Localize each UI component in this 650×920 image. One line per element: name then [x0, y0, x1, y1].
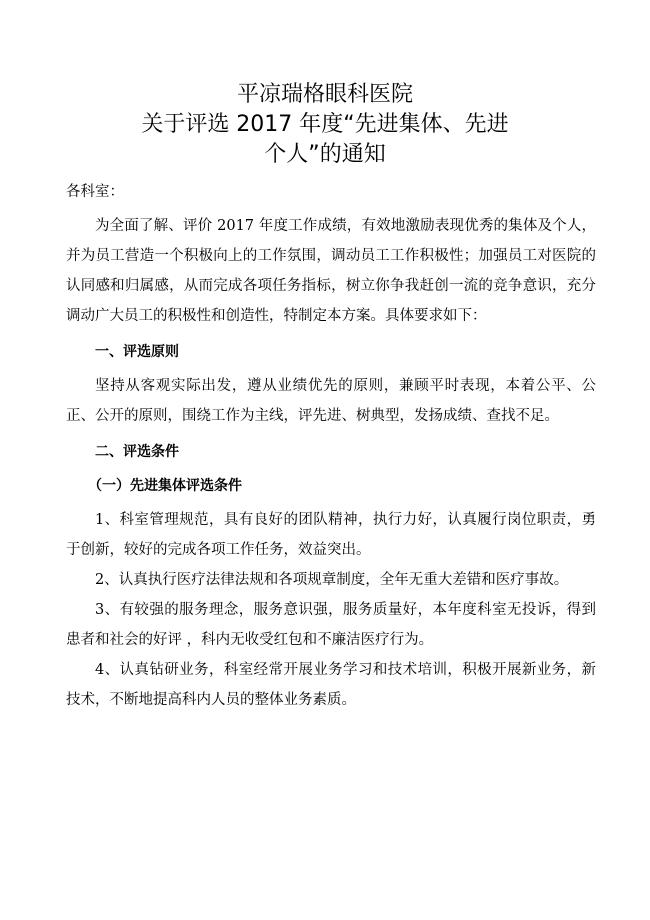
section-heading-conditions: 二、评选条件 — [95, 444, 179, 460]
salutation: 各科室： — [66, 184, 124, 200]
subsection-heading-collective: （一）先进集体评选条件 — [88, 478, 242, 494]
section-heading-principles: 一、评选原则 — [95, 344, 179, 360]
condition-item-4: 4、认真钻研业务，科室经常开展业务学习和技术培训，积极开展新业务，新技术，不断地提高科内人员的整体业务素质。 — [66, 662, 596, 708]
condition-item-2: 2、认真执行医疗法律法规和各项规章制度，全年无重大差错和医疗事故。 — [95, 572, 569, 588]
title-line-subject-end: 个人”的通知 — [264, 142, 386, 167]
principles-paragraph: 坚持从客观实际出发，遵从业绩优先的原则，兼顾平时表现，本着公平、公正、公开的原则，围绕工作为主线，评先进、树典型，发扬成绩、查找不足。 — [66, 378, 596, 424]
condition-item-1: 1、科室管理规范，具有良好的团队精神，执行力好，认真履行岗位职责，勇于创新，较好的完成各项工作任务，效益突出。 — [66, 512, 596, 558]
intro-paragraph: 为全面了解、评价 2017 年度工作成绩，有效地激励表现优秀的集体及个人，并为员工营造一个积极向上的工作氛围，调动员工工作积极性；加强员工对医院的认同感和归属感，从而完成各项任务指标，树立你争我赶创一流的竞争意识，充分调动广大员工的积极性和创造性，特制定本方案。具体要求如下： — [66, 218, 596, 324]
title-line-hospital: 平凉瑞格眼科医院 — [236, 82, 413, 107]
document-body — [66, 177, 596, 715]
condition-item-3: 3、有较强的服务理念，服务意识强，服务质量好，本年度科室无投诉，得到患者和社会的好评 ，科内无收受红包和不廉洁医疗行为。 — [66, 602, 596, 648]
title-line-subject: 关于评选 2017 年度“先进集体、先进 — [141, 112, 509, 137]
document-title — [0, 80, 650, 170]
